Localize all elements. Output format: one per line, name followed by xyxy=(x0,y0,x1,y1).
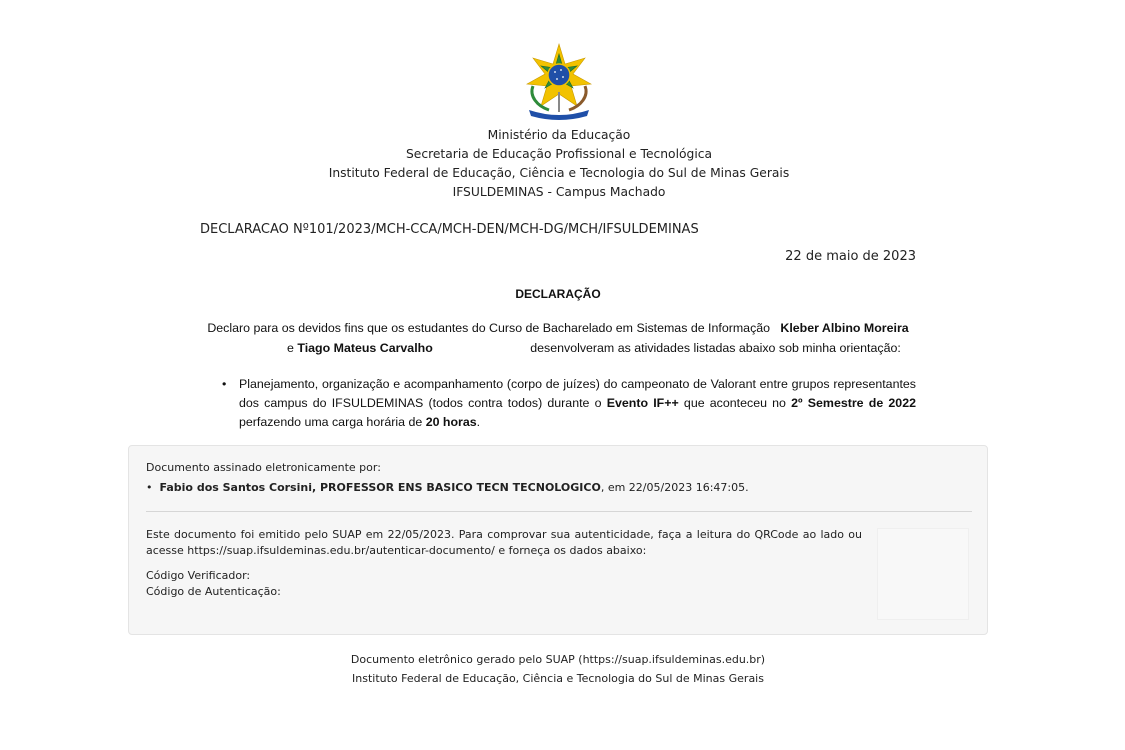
qrcode-icon[interactable] xyxy=(877,528,969,620)
declaration-intro-continued xyxy=(287,341,1003,355)
footer-generated-by: Documento eletrônico gerado pelo SUAP (https://suap.ifsuldeminas.edu.br) xyxy=(350,653,766,666)
document-footer xyxy=(0,650,1116,688)
activity-part-2: que aconteceu no xyxy=(683,396,786,410)
institute-name: Instituto Federal de Educação, Ciência e Tecnologia do Sul de Minas Gerais xyxy=(328,166,790,180)
signature-label: Documento assinado eletronicamente por: xyxy=(146,461,381,474)
signed-at: , em 22/05/2023 16:47:05. xyxy=(600,481,749,494)
document-title: DECLARAÇÃO xyxy=(515,287,601,301)
verification-instructions: Este documento foi emitido pelo SUAP em 22/05/2023. Para comprovar sua autenticidade, faça a leitura do QRCode ao lado ou acesse https://suap.ifsuldeminas.edu.br/autenticar-documento/ e forneça os dados abaixo: xyxy=(146,528,862,557)
activity-list-item xyxy=(222,375,916,432)
student-name-1: Kleber Albino Moreira xyxy=(780,321,909,335)
activity-part-1: Planejamento, organização e acompanhamento (corpo de juízes) do campeonato de Valorant entre grupos representantes dos campus do IFSULDEMINAS (todos contra todos) durante o xyxy=(239,377,916,410)
activity-part-3: perfazendo uma carga horária de xyxy=(239,415,423,429)
signer-entry xyxy=(146,481,749,494)
bullet-icon: • xyxy=(146,481,153,494)
signer-name: Fabio dos Santos Corsini, PROFESSOR ENS BASICO TECN TECNOLOGICO xyxy=(159,481,601,494)
document-date: 22 de maio de 2023 xyxy=(785,249,916,264)
institution-header xyxy=(0,126,1118,202)
intro-end-text: desenvolveram as atividades listadas abaixo sob minha orientação: xyxy=(530,341,901,355)
activity-text xyxy=(239,375,916,432)
student-name-2: Tiago Mateus Carvalho xyxy=(297,341,433,355)
document-number: DECLARACAO Nº101/2023/MCH-CCA/MCH-DEN/MCH-DG/MCH/IFSULDEMINAS xyxy=(200,222,699,237)
activity-part-4: . xyxy=(476,415,481,429)
brazil-coat-of-arms-icon xyxy=(519,42,599,120)
semester-label: 2º Semestre de 2022 xyxy=(791,396,916,410)
authentication-code-label: Código de Autenticação: xyxy=(146,585,281,598)
hours-label: 20 horas xyxy=(425,415,477,429)
divider xyxy=(146,511,972,512)
campus-name: IFSULDEMINAS - Campus Machado xyxy=(452,185,666,199)
ministry-name: Ministério da Educação xyxy=(487,128,631,142)
bullet-icon: • xyxy=(222,377,227,391)
verification-code-label: Código Verificador: xyxy=(146,569,251,582)
declaration-intro xyxy=(200,321,916,335)
footer-institute: Instituto Federal de Educação, Ciência e Tecnologia do Sul de Minas Gerais xyxy=(352,672,764,685)
secretariat-name: Secretaria de Educação Profissional e Tecnológica xyxy=(405,147,713,161)
event-name: Evento IF++ xyxy=(606,396,679,410)
electronic-signature-box xyxy=(128,445,988,635)
connector-text: e xyxy=(287,341,294,355)
intro-text: Declaro para os devidos fins que os estudantes do Curso de Bacharelado em Sistemas de Informação xyxy=(207,321,771,335)
